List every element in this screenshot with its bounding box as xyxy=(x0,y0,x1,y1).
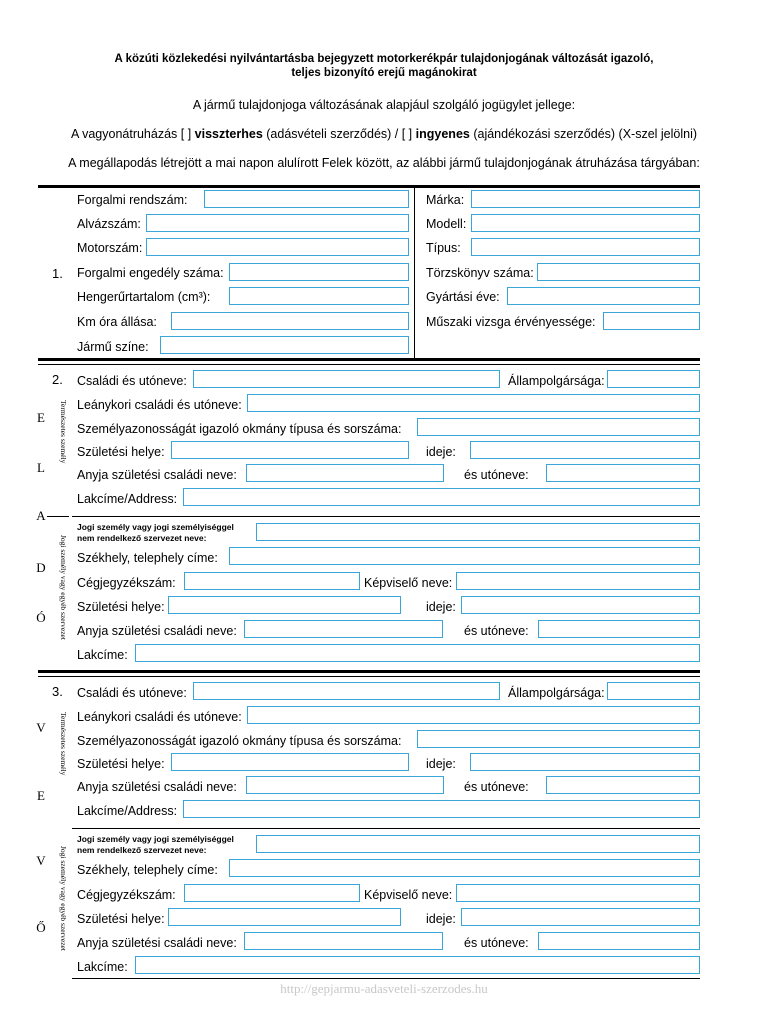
seller-legal-birthplace-input[interactable] xyxy=(168,596,401,614)
buyer-id-label: Személyazonosságát igazoló okmány típusa és sorszáma: xyxy=(77,734,402,748)
buyer-legal-birthplace-input[interactable] xyxy=(168,908,401,926)
seller-mother-given-input[interactable] xyxy=(546,464,700,482)
buyer-legal-vertical: Jogi személy vagy egyéb szervezet xyxy=(59,846,68,951)
buyer-letter: V xyxy=(36,720,46,735)
doc-subtitle: A jármű tulajdonjoga változásának alapjául szolgáló jogügylet jellege: xyxy=(192,98,576,112)
vin-label: Alvázszám: xyxy=(77,217,141,231)
transaction-type-line xyxy=(0,127,768,141)
option-paid-note: (adásvételi szerződés) / [ ] xyxy=(266,127,413,141)
odometer-input[interactable] xyxy=(171,312,409,330)
buyer-address-label: Lakcíme/Address: xyxy=(77,804,178,818)
column-divider xyxy=(414,188,415,358)
seller-section-number: 2. xyxy=(52,372,63,387)
seller-legal-mother-given-label: és utóneve: xyxy=(464,624,529,638)
buyer-address-input[interactable] xyxy=(183,800,700,818)
buyer-mother-given-input[interactable] xyxy=(546,776,700,794)
buyer-reg-input[interactable] xyxy=(184,884,360,902)
make-input[interactable] xyxy=(471,190,700,208)
seller-legal-birthdate-label: ideje: xyxy=(426,600,456,614)
seller-maiden-label: Leánykori családi és utóneve: xyxy=(77,398,242,412)
buyer-birthdate-input[interactable] xyxy=(470,753,700,771)
seller-legal-birthplace-label: Születési helye: xyxy=(77,600,165,614)
seller-mother-input[interactable] xyxy=(246,464,444,482)
seller-birthdate-label: ideje: xyxy=(426,445,456,459)
buyer-legal-mother-given-input[interactable] xyxy=(538,932,700,950)
buyer-rep-label: Képviselő neve: xyxy=(364,888,453,902)
buyer-id-input[interactable] xyxy=(417,730,700,748)
buyer-letter: V xyxy=(36,853,46,868)
displacement-label: Hengerűrtartalom (cm³): xyxy=(77,290,211,304)
seller-reg-label: Cégjegyzékszám: xyxy=(77,576,176,590)
buyer-maiden-input[interactable] xyxy=(247,706,700,724)
buyer-name-input[interactable] xyxy=(193,682,500,700)
buyer-legal-birthdate-label: ideje: xyxy=(426,912,456,926)
buyer-citizenship-input[interactable] xyxy=(607,682,700,700)
section-rule xyxy=(38,670,700,673)
type-label: Típus: xyxy=(426,241,461,255)
buyer-legal-heading1: Jogi személy vagy jogi személyiséggel xyxy=(77,834,234,844)
plate-label: Forgalmi rendszám: xyxy=(77,193,188,207)
subsection-rule xyxy=(72,516,700,517)
seller-natural-vertical: Természetes személy xyxy=(59,400,68,464)
seller-legal-address-label: Lakcíme: xyxy=(77,648,128,662)
buyer-maiden-label: Leánykori családi és utóneve: xyxy=(77,710,242,724)
doc-title-line2: teljes bizonyító erejű magánokirat xyxy=(291,67,477,79)
option-free-note: (ajándékozási szerződés) (X-szel jelölni) xyxy=(473,127,698,141)
model-input[interactable] xyxy=(471,214,700,232)
seller-mother-given-label: és utóneve: xyxy=(464,468,529,482)
section-rule xyxy=(38,185,700,188)
logbook-label: Törzskönyv száma: xyxy=(426,266,534,280)
buyer-mother-given-label: és utóneve: xyxy=(464,780,529,794)
buyer-section-number: 3. xyxy=(52,684,63,699)
reg-cert-input[interactable] xyxy=(229,263,409,281)
seller-maiden-input[interactable] xyxy=(247,394,700,412)
side-letter-line xyxy=(47,516,69,517)
bottom-rule xyxy=(72,978,700,979)
section-rule xyxy=(38,358,700,361)
make-label: Márka: xyxy=(426,193,465,207)
seller-legal-birthdate-input[interactable] xyxy=(461,596,700,614)
buyer-reg-label: Cégjegyzékszám: xyxy=(77,888,176,902)
buyer-legal-address-label: Lakcíme: xyxy=(77,960,128,974)
seller-mother-label: Anyja születési családi neve: xyxy=(77,468,237,482)
reg-cert-label: Forgalmi engedély száma: xyxy=(77,266,224,280)
model-label: Modell: xyxy=(426,217,467,231)
doc-title-line1: A közúti közlekedési nyilvántartásba bejegyzett motorkerékpár tulajdonjogának változását igazoló, xyxy=(114,53,654,65)
seller-legal-heading2: nem rendelkező szervezet neve: xyxy=(77,533,207,543)
vehicle-section-number: 1. xyxy=(52,266,63,281)
seller-letter: D xyxy=(36,560,46,575)
option-prefix: A vagyonátruházás [ ] xyxy=(70,127,192,141)
buyer-legal-mother-input[interactable] xyxy=(244,932,443,950)
seller-legal-mother-label: Anyja születési családi neve: xyxy=(77,624,237,638)
buyer-legal-mother-label: Anyja születési családi neve: xyxy=(77,936,237,950)
buyer-birthdate-label: ideje: xyxy=(426,757,456,771)
agreement-text: A megállapodás létrejött a mai napon alulírott Felek között, az alábbi jármű tulajdonjogának átruházása tárgyában: xyxy=(68,156,700,170)
type-input[interactable] xyxy=(471,238,700,256)
plate-input[interactable] xyxy=(204,190,409,208)
displacement-input[interactable] xyxy=(229,287,409,305)
seller-seat-input[interactable] xyxy=(229,547,700,565)
seller-birthplace-input[interactable] xyxy=(171,441,409,459)
seller-seat-label: Székhely, telephely címe: xyxy=(77,551,218,565)
option-paid-checkbox-label[interactable]: visszterhes xyxy=(194,127,263,141)
buyer-seat-label: Székhely, telephely címe: xyxy=(77,863,218,877)
seller-birthplace-label: Születési helye: xyxy=(77,445,165,459)
seller-reg-input[interactable] xyxy=(184,572,360,590)
seller-rep-label: Képviselő neve: xyxy=(364,576,453,590)
buyer-name-label: Családi és utóneve: xyxy=(77,686,187,700)
vin-input[interactable] xyxy=(146,214,409,232)
seller-legal-heading1: Jogi személy vagy jogi személyiséggel xyxy=(77,522,234,532)
seller-legal-mother-input[interactable] xyxy=(244,620,443,638)
seller-address-label: Lakcíme/Address: xyxy=(77,492,178,506)
buyer-legal-heading2: nem rendelkező szervezet neve: xyxy=(77,845,207,855)
color-label: Jármű színe: xyxy=(77,340,149,354)
seller-letter: L xyxy=(37,460,45,475)
option-free-checkbox-label[interactable]: ingyenes xyxy=(415,127,470,141)
seller-letter: Ó xyxy=(36,610,46,625)
seller-address-input[interactable] xyxy=(183,488,700,506)
seller-legal-address-input[interactable] xyxy=(135,644,700,662)
buyer-birthplace-label: Születési helye: xyxy=(77,757,165,771)
color-input[interactable] xyxy=(160,336,409,354)
seller-name-input[interactable] xyxy=(193,370,500,388)
inspection-label: Műszaki vizsga érvényessége: xyxy=(426,315,596,329)
buyer-letter: E xyxy=(37,788,45,803)
buyer-org-name-input[interactable] xyxy=(256,835,700,853)
odometer-label: Km óra állása: xyxy=(77,315,157,329)
seller-letter: E xyxy=(37,410,45,425)
footer-watermark-url: http://gepjarmu-adasveteli-szerzodes.hu xyxy=(280,981,488,996)
subsection-rule xyxy=(72,828,700,829)
year-input[interactable] xyxy=(507,287,700,305)
buyer-seat-input[interactable] xyxy=(229,859,700,877)
seller-legal-mother-given-input[interactable] xyxy=(538,620,700,638)
seller-name-label: Családi és utóneve: xyxy=(77,374,187,388)
seller-birthdate-input[interactable] xyxy=(470,441,700,459)
seller-id-input[interactable] xyxy=(417,418,700,436)
logbook-input[interactable] xyxy=(537,263,700,281)
inspection-input[interactable] xyxy=(603,312,700,330)
engine-no-label: Motorszám: xyxy=(77,241,143,255)
buyer-legal-mother-given-label: és utóneve: xyxy=(464,936,529,950)
seller-citizenship-label: Állampolgársága: xyxy=(508,374,605,388)
seller-citizenship-input[interactable] xyxy=(607,370,700,388)
buyer-letter: Ő xyxy=(36,920,46,935)
buyer-rep-input[interactable] xyxy=(456,884,700,902)
buyer-legal-birthdate-input[interactable] xyxy=(461,908,700,926)
seller-legal-vertical: Jogi személy vagy egyéb szervezet xyxy=(59,535,68,640)
buyer-mother-label: Anyja születési családi neve: xyxy=(77,780,237,794)
engine-no-input[interactable] xyxy=(146,238,409,256)
buyer-birthplace-input[interactable] xyxy=(171,753,409,771)
buyer-citizenship-label: Állampolgársága: xyxy=(508,686,605,700)
seller-rep-input[interactable] xyxy=(456,572,700,590)
buyer-legal-address-input[interactable] xyxy=(135,956,700,974)
section-rule-thin xyxy=(38,676,700,677)
seller-letter: A xyxy=(36,508,46,523)
seller-id-label: Személyazonosságát igazoló okmány típusa és sorszáma: xyxy=(77,422,402,436)
section-rule-thin xyxy=(38,364,700,365)
year-label: Gyártási éve: xyxy=(426,290,500,304)
buyer-legal-birthplace-label: Születési helye: xyxy=(77,912,165,926)
buyer-natural-vertical: Természetes személy xyxy=(59,712,68,776)
seller-org-name-input[interactable] xyxy=(256,523,700,541)
buyer-mother-input[interactable] xyxy=(246,776,444,794)
